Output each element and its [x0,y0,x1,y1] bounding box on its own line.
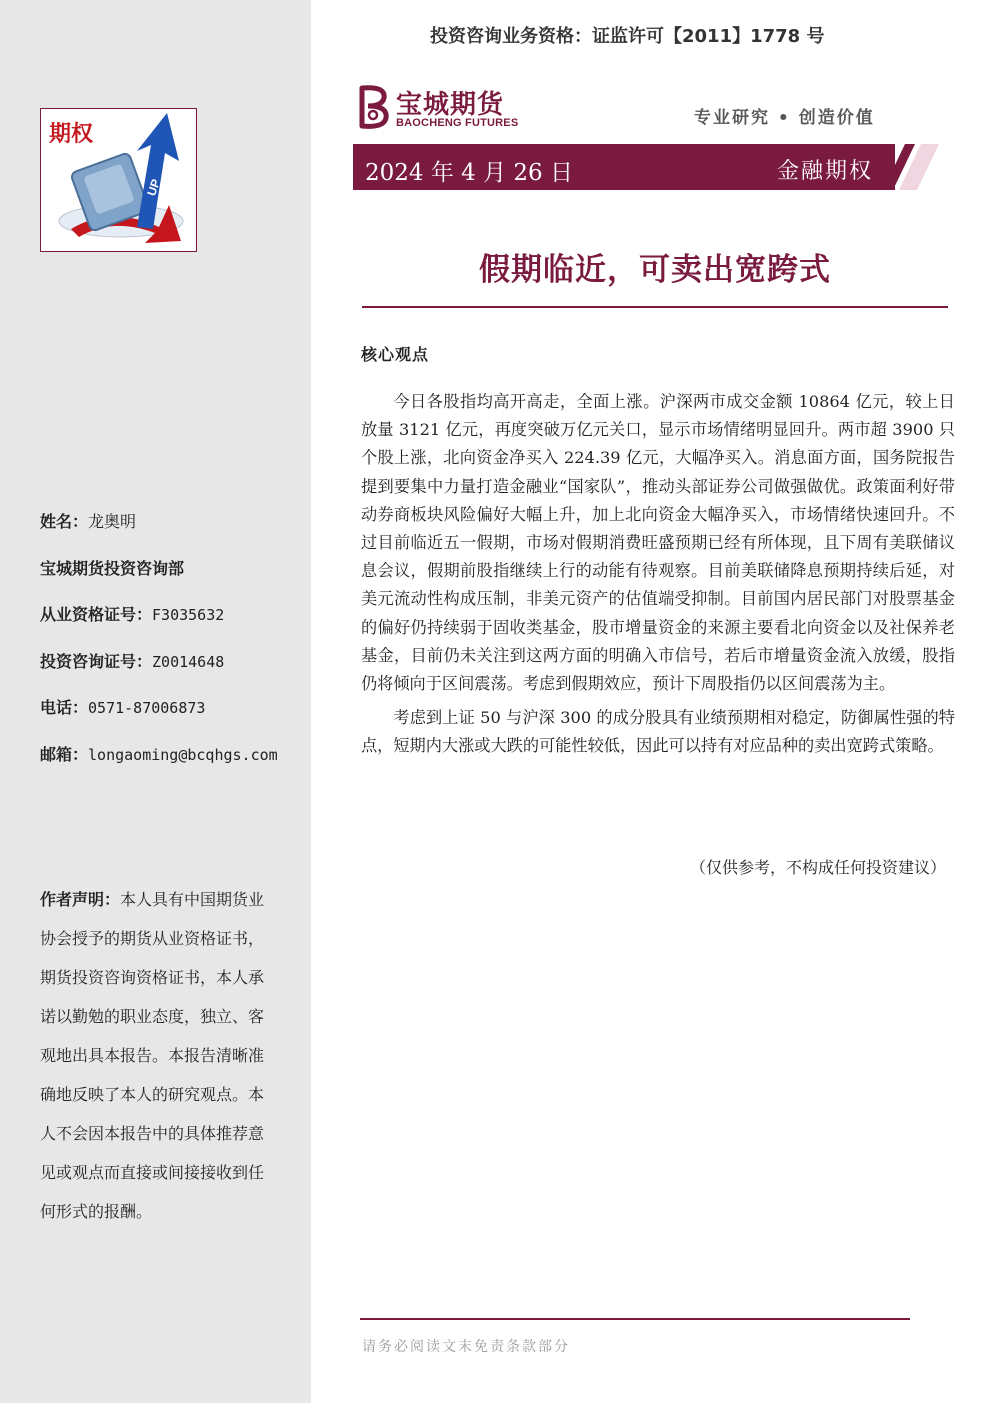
author-name: 龙奥明 [88,512,137,531]
phone-row [40,694,278,741]
slogan: 专业研究 • 创造价值 [694,108,875,128]
report-title: 假期临近，可卖出宽跨式 [479,252,831,288]
body-paragraph-1: 今日各股指均高开高走，全面上涨。沪深两市成交金额 10864 亿元，较上日放量 3121 亿元，再度突破万亿元关口，显示市场情绪明显回升。两市超 3900 只个股上涨，北向资金净买入 224.39 亿元，大幅净买入。消息面方面，国务院报告提到要集中力量打造金融业“国家队”，推动头部证券公司做强做优。政策面利好带动券商板块风险偏好大幅上升，加上北向资金大幅净买入，市场情绪快速回升。不过目前临近五一假期，市场对假期消费旺盛预期已经有所体现，且下周有美联储议息会议，假期前股指继续上行的动能有待观察。目前美联储降息预期持续后延，对美元流动性构成压制，非美元资产的估值端受抑制。目前国内居民部门对股票基金的偏好仍持续弱于固收类基金，股市增量资金的来源主要看北向资金以及社保养老基金，目前仍未关注到这两方面的明确入市信号，若后市增量资金流入放缓，股指仍将倾向于区间震荡。考虑到假期效应，预计下周股指仍以区间震荡为主。 [361,392,955,694]
option-tag: 期权 [49,122,94,147]
consult-row [40,648,278,695]
brand-name-en: BAOCHENG FUTURES [396,117,519,129]
report-body [361,388,955,767]
footer-divider [360,1318,910,1320]
phone-number: 0571-87006873 [88,699,206,718]
author-name-row [40,508,278,555]
advice-disclaimer: （仅供参考，不构成任何投资建议） [689,858,946,877]
author-info [40,508,278,788]
report-date: 2024 年 4 月 26 日 [365,160,573,186]
option-logo [40,108,197,252]
statement-label: 作者声明： [40,890,121,909]
report-category: 金融期权 [776,159,873,184]
email-row [40,741,278,788]
email-label: 邮箱： [40,744,89,764]
qualification-row [40,601,278,648]
author-name-label: 姓名： [40,512,89,531]
date-banner [353,144,939,190]
section-heading: 核心观点 [361,345,430,364]
title-divider [362,306,948,308]
consult-number: Z0014648 [152,652,225,671]
footer-disclaimer: 请务必阅读文末免责条款部分 [362,1339,570,1355]
phone-label: 电话： [40,698,89,718]
statement-text: 本人具有中国期货业协会授予的期货从业资格证书，期货投资咨询资格证书，本人承诺以勤勉的职业态度，独立、客观地出具本报告。本报告清晰准确地反映了本人的研究观点。本人不会因本报告中的具体推荐意见或观点而直接或间接接收到任何形式的报酬。 [40,890,265,1221]
license-text: 投资咨询业务资格：证监许可【2011】1778 号 [430,26,825,47]
brand-b-icon [356,84,392,130]
author-statement [40,880,272,1231]
consult-label: 投资咨询证号： [40,651,153,671]
qualification-label: 从业资格证号： [40,605,153,625]
qualification-number: F3035632 [152,606,225,625]
brand-name-cn: 宝城期货 [396,90,505,120]
svg-text:UP: UP [144,177,164,198]
brand-logo [356,84,526,134]
author-department-row [40,555,278,602]
author-department: 宝城期货投资咨询部 [40,558,185,578]
email-address: longaoming@bcqhgs.com [88,745,278,764]
body-paragraph-2: 考虑到上证 50 与沪深 300 的成分股具有业绩预期相对稳定，防御属性强的特点，短期内大涨或大跌的可能性较低，因此可以持有对应品种的卖出宽跨式策略。 [361,708,955,756]
